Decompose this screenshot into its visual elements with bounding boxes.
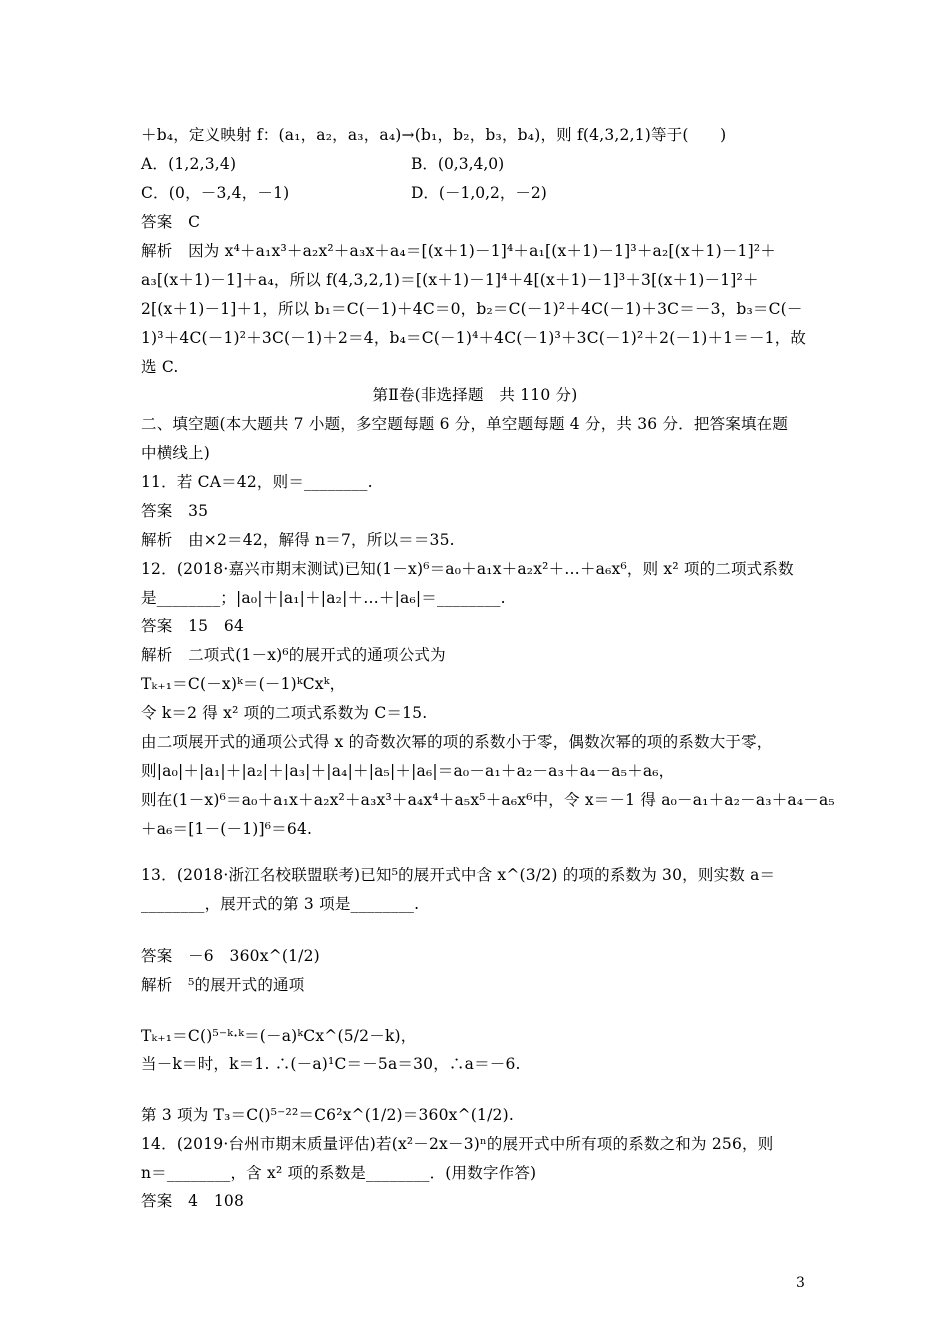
text-line: ________，展开式的第 3 项是________. [141, 895, 420, 913]
answer-line: 答案 15 64 [141, 617, 245, 635]
formula-line: ＋a₆＝[1－(－1)]⁶＝64. [141, 820, 313, 838]
text-line: 解析 由×2＝42，解得 n＝7，所以＝＝35. [141, 531, 455, 549]
page-number: 3 [796, 1275, 805, 1291]
text-line: n＝________，含 x² 项的系数是________．(用数字作答) [141, 1164, 537, 1182]
question-14: 14．(2019·台州市期末质量评估)若(x²－2x－3)ⁿ的展开式中所有项的系数之和为 256，则 [141, 1135, 774, 1153]
text-line: 是________；|a₀|＋|a₁|＋|a₂|＋…＋|a₆|＝________. [141, 589, 506, 607]
text-line: 二、填空题(本大题共 7 小题，多空题每题 6 分，单空题每题 4 分，共 36 分．把答案填在题 [141, 415, 789, 433]
text-line: 令 k＝2 得 x² 项的二项式系数为 C＝15. [141, 704, 428, 722]
section-title: 第Ⅱ卷(非选择题 共 110 分) [372, 386, 578, 404]
answer-line: 答案 35 [141, 502, 209, 520]
option-b: B．(0,3,4,0) [411, 155, 505, 173]
formula-line: 则|a₀|＋|a₁|＋|a₂|＋|a₃|＋|a₄|＋|a₅|＋|a₆|＝a₀－a₁＋a₂－a₃＋a₄－a₅＋a₆， [141, 762, 675, 780]
text-line: 选 C. [141, 358, 179, 376]
text-line: 解析 ⁵的展开式的通项 [141, 976, 305, 994]
answer-line: 答案 －6 360x^(1/2) [141, 947, 320, 965]
text-line: 2[(x＋1)－1]＋1，所以 b₁＝C(－1)＋4C＝0，b₂＝C(－1)²＋4C(－1)＋3C＝－3，b₃＝C(－ [141, 300, 803, 318]
text-line: 由二项展开式的通项公式得 x 的奇数次幂的项的系数小于零，偶数次幂的项的系数大于零， [141, 733, 773, 751]
text-line: 当－k＝时，k＝1. ∴(－a)¹C＝－5a＝30，∴a＝－6. [141, 1055, 521, 1073]
question-11: 11．若 CA＝42，则＝________. [141, 473, 373, 491]
text-line: ＋b₄，定义映射 f：(a₁，a₂，a₃，a₄)→(b₁，b₂，b₃，b₄)，则 f(4,3,2,1)等于( ) [141, 126, 727, 144]
text-line: 解析 二项式(1－x)⁶的展开式的通项公式为 [141, 646, 446, 664]
question-12: 12．(2018·嘉兴市期末测试)已知(1－x)⁶＝a₀＋a₁x＋a₂x²＋…＋a₆x⁶，则 x² 项的二项式系数 [141, 560, 794, 578]
text-line: 1)³＋4C(－1)²＋3C(－1)＋2＝4，b₄＝C(－1)⁴＋4C(－1)³＋3C(－1)²＋2(－1)＋1＝－1，故 [141, 329, 807, 347]
answer-line: 答案 4 108 [141, 1192, 245, 1210]
formula-line: Tₖ₊₁＝C()⁵⁻ᵏ·ᵏ＝(－a)ᵏCx^(5/2－k)， [141, 1027, 417, 1045]
text-line: 中横线上) [141, 444, 211, 462]
text-line: 解析 因为 x⁴＋a₁x³＋a₂x²＋a₃x＋a₄＝[(x＋1)－1]⁴＋a₁[(x＋1)－1]³＋a₂[(x＋1)－1]²＋ [141, 242, 776, 260]
question-13: 13．(2018·浙江名校联盟联考)已知⁵的展开式中含 x^(3/2) 的项的系数为 30，则实数 a＝ [141, 866, 776, 884]
option-d: D．(－1,0,2，－2) [411, 184, 547, 202]
formula-line: 第 3 项为 T₃＝C()⁵⁻²²＝C6²x^(1/2)＝360x^(1/2). [141, 1106, 514, 1124]
formula-line: 则在(1－x)⁶＝a₀＋a₁x＋a₂x²＋a₃x³＋a₄x⁴＋a₅x⁵＋a₆x⁶中，令 x＝－1 得 a₀－a₁＋a₂－a₃＋a₄－a₅ [141, 791, 835, 809]
text-line: a₃[(x＋1)－1]＋a₄，所以 f(4,3,2,1)＝[(x＋1)－1]⁴＋4[(x＋1)－1]³＋3[(x＋1)－1]²＋ [141, 271, 759, 289]
option-c: C．(0，－3,4，－1) [141, 184, 290, 202]
answer-line: 答案 C [141, 213, 201, 231]
option-a: A．(1,2,3,4) [141, 155, 237, 173]
formula-line: Tₖ₊₁＝C(－x)ᵏ＝(－1)ᵏCxᵏ， [141, 675, 346, 693]
